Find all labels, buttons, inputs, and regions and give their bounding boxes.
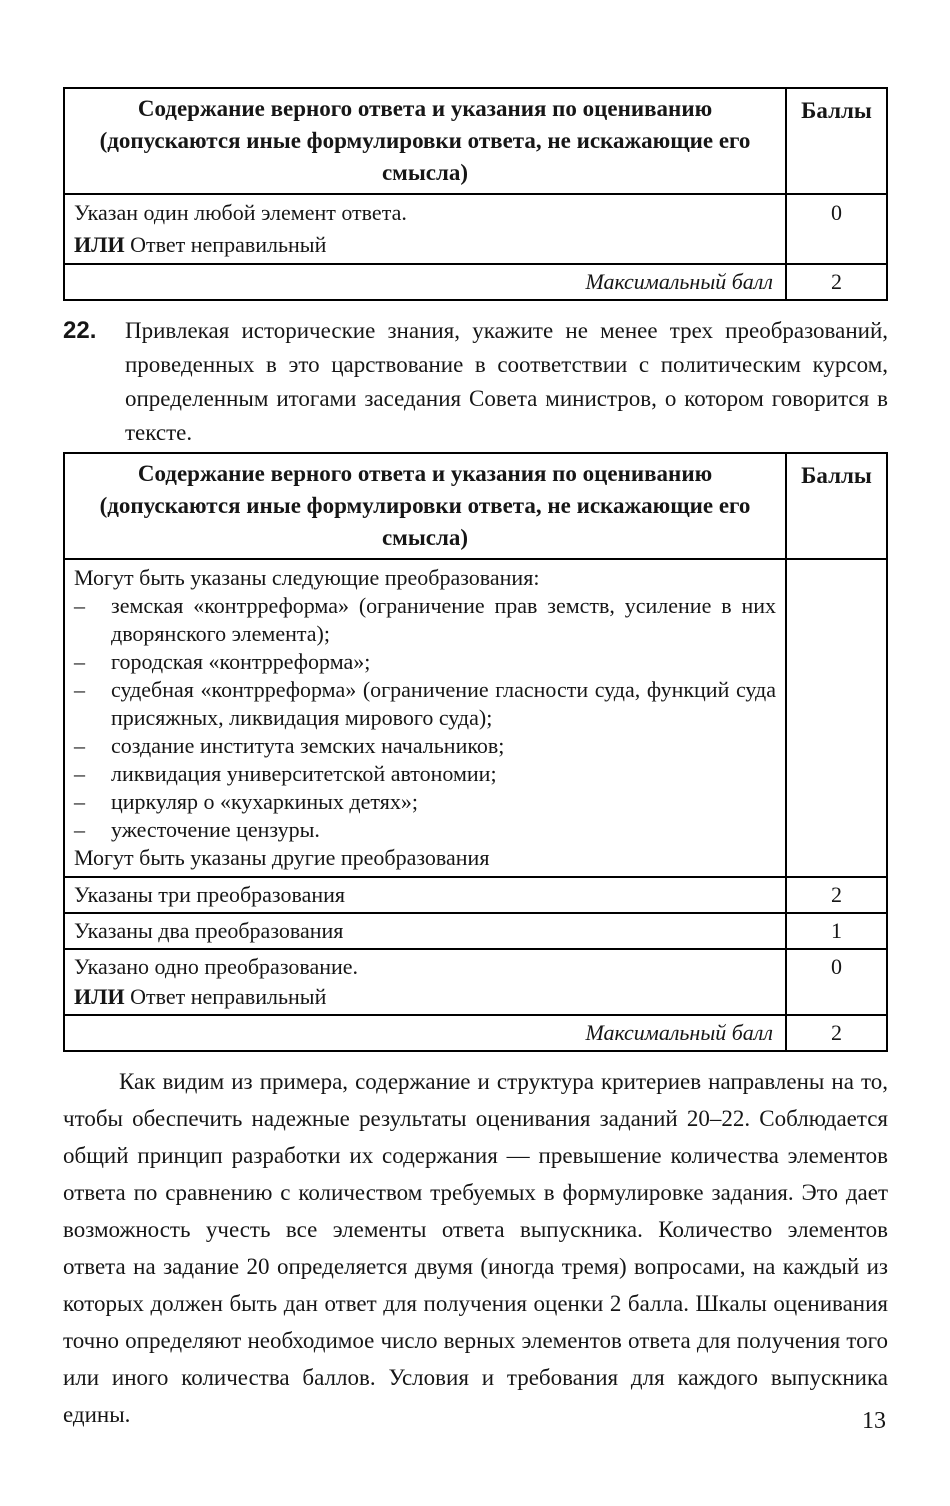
task-text: Привлекая исторические знания, укажите не менее трех преобразований, проведенных в это царствование в соответствии с политическим курсом, определенным итогами заседания Совета министров, о котором говорится в тексте. bbox=[125, 318, 888, 445]
or-rest: Ответ неправильный bbox=[124, 232, 327, 257]
score-row-text: Указаны два преобразования bbox=[65, 914, 787, 948]
or-keyword: ИЛИ bbox=[74, 984, 125, 1009]
answer-item-text: судебная «контрреформа» (ограничение гласности суда, функций суда присяжных, ликвидация мирового суда); bbox=[111, 677, 776, 730]
zero-row-line1: Указан один любой элемент ответа. bbox=[74, 200, 407, 225]
criteria-table-2 bbox=[63, 452, 888, 1052]
score-row-0 bbox=[65, 948, 886, 1014]
max-score-label: Максимальный балл bbox=[65, 265, 787, 299]
or-keyword: ИЛИ bbox=[74, 232, 125, 257]
answer-item bbox=[74, 592, 776, 648]
zero-row-line1: Указано одно преобразование. bbox=[74, 954, 359, 979]
max-score-value: 2 bbox=[831, 269, 842, 294]
zero-row-line2 bbox=[74, 229, 775, 261]
answer-item bbox=[74, 816, 776, 844]
page-number: 13 bbox=[862, 1408, 886, 1434]
score-row-value: 2 bbox=[831, 882, 842, 907]
criteria-header-title: Содержание верного ответа и указания по оцениванию bbox=[137, 461, 713, 486]
zero-row-text-cell bbox=[65, 195, 787, 263]
dash-marker: – bbox=[74, 789, 85, 814]
answer-outro: Могут быть указаны другие преобразования bbox=[74, 845, 490, 870]
answer-item bbox=[74, 788, 776, 816]
max-score-value: 2 bbox=[831, 1020, 842, 1045]
criteria-table-2-max-row bbox=[65, 1014, 886, 1050]
answer-item-text: городская «контрреформа»; bbox=[111, 649, 371, 674]
criteria-header-note: (допускаются иные формулировки ответа, не искажающие его смысла) bbox=[99, 493, 751, 550]
answer-item-text: циркуляр о «кухаркиных детях»; bbox=[111, 789, 418, 814]
criteria-table-1-header-cell bbox=[65, 89, 787, 193]
commentary-paragraph: Как видим из примера, содержание и структура критериев направлены на то, чтобы обеспечить надежные результаты оценивания заданий 20–22. Соблюдается общий принцип разработки их содержания — превышение количества элементов ответа по сравнению с количеством требуемых в формулировке задания. Это дает возможность учесть все элементы ответа выпускника. Количество элементов ответа на задание 20 определяется двумя (иногда тремя) вопросами, на каждый из которых должен быть дан ответ для получения оценки 2 балла. Шкалы оценивания точно определяют необходимое число верных элементов ответа для получения того или иного количества баллов. Условия и требования для каждого выпускника едины. bbox=[63, 1069, 888, 1427]
zero-row-text-cell bbox=[65, 950, 787, 1014]
answer-item bbox=[74, 760, 776, 788]
zero-row-score: 0 bbox=[831, 954, 842, 979]
dash-marker: – bbox=[74, 649, 85, 674]
answer-item-text: ужесточение цензуры. bbox=[111, 817, 320, 842]
criteria-table-1-max-row bbox=[65, 263, 886, 299]
criteria-table-1-zero-row bbox=[65, 193, 886, 263]
criteria-table-2-score-header: Баллы bbox=[801, 463, 872, 488]
answer-item-text: создание института земских начальников; bbox=[111, 733, 505, 758]
criteria-table-2-header-row bbox=[65, 454, 886, 558]
zero-row-score: 0 bbox=[831, 200, 842, 225]
dash-marker: – bbox=[74, 733, 85, 758]
criteria-table-1-header-row bbox=[65, 89, 886, 193]
dash-marker: – bbox=[74, 677, 85, 702]
criteria-table-2-header-cell bbox=[65, 454, 787, 558]
answer-item bbox=[74, 676, 776, 732]
criteria-header-title: Содержание верного ответа и указания по оцениванию bbox=[137, 96, 713, 121]
or-rest: Ответ неправильный bbox=[124, 984, 327, 1009]
score-row-2 bbox=[65, 876, 886, 912]
criteria-header-note: (допускаются иные формулировки ответа, не искажающие его смысла) bbox=[99, 128, 751, 185]
answer-content-cell bbox=[65, 560, 787, 876]
zero-row-line2 bbox=[74, 982, 775, 1012]
answer-item bbox=[74, 732, 776, 760]
dash-marker: – bbox=[74, 761, 85, 786]
criteria-table-1-score-header: Баллы bbox=[801, 98, 872, 123]
score-row-text: Указаны три преобразования bbox=[65, 878, 787, 912]
answer-content-row bbox=[65, 558, 886, 876]
criteria-table-1 bbox=[63, 87, 888, 301]
answer-item bbox=[74, 648, 776, 676]
answer-item-text: ликвидация университетской автономии; bbox=[111, 761, 497, 786]
score-row-1 bbox=[65, 912, 886, 948]
answer-item-text: земская «контрреформа» (ограничение прав земств, усиление в них дворянского элемента); bbox=[111, 593, 776, 646]
dash-marker: – bbox=[74, 817, 85, 842]
answer-content-score-cell bbox=[787, 560, 886, 876]
score-row-value: 1 bbox=[831, 918, 842, 943]
answer-intro: Могут быть указаны следующие преобразования: bbox=[74, 565, 540, 590]
task-22 bbox=[63, 314, 888, 450]
dash-marker: – bbox=[74, 593, 85, 618]
task-number: 22. bbox=[63, 317, 97, 344]
max-score-label: Максимальный балл bbox=[65, 1016, 787, 1050]
